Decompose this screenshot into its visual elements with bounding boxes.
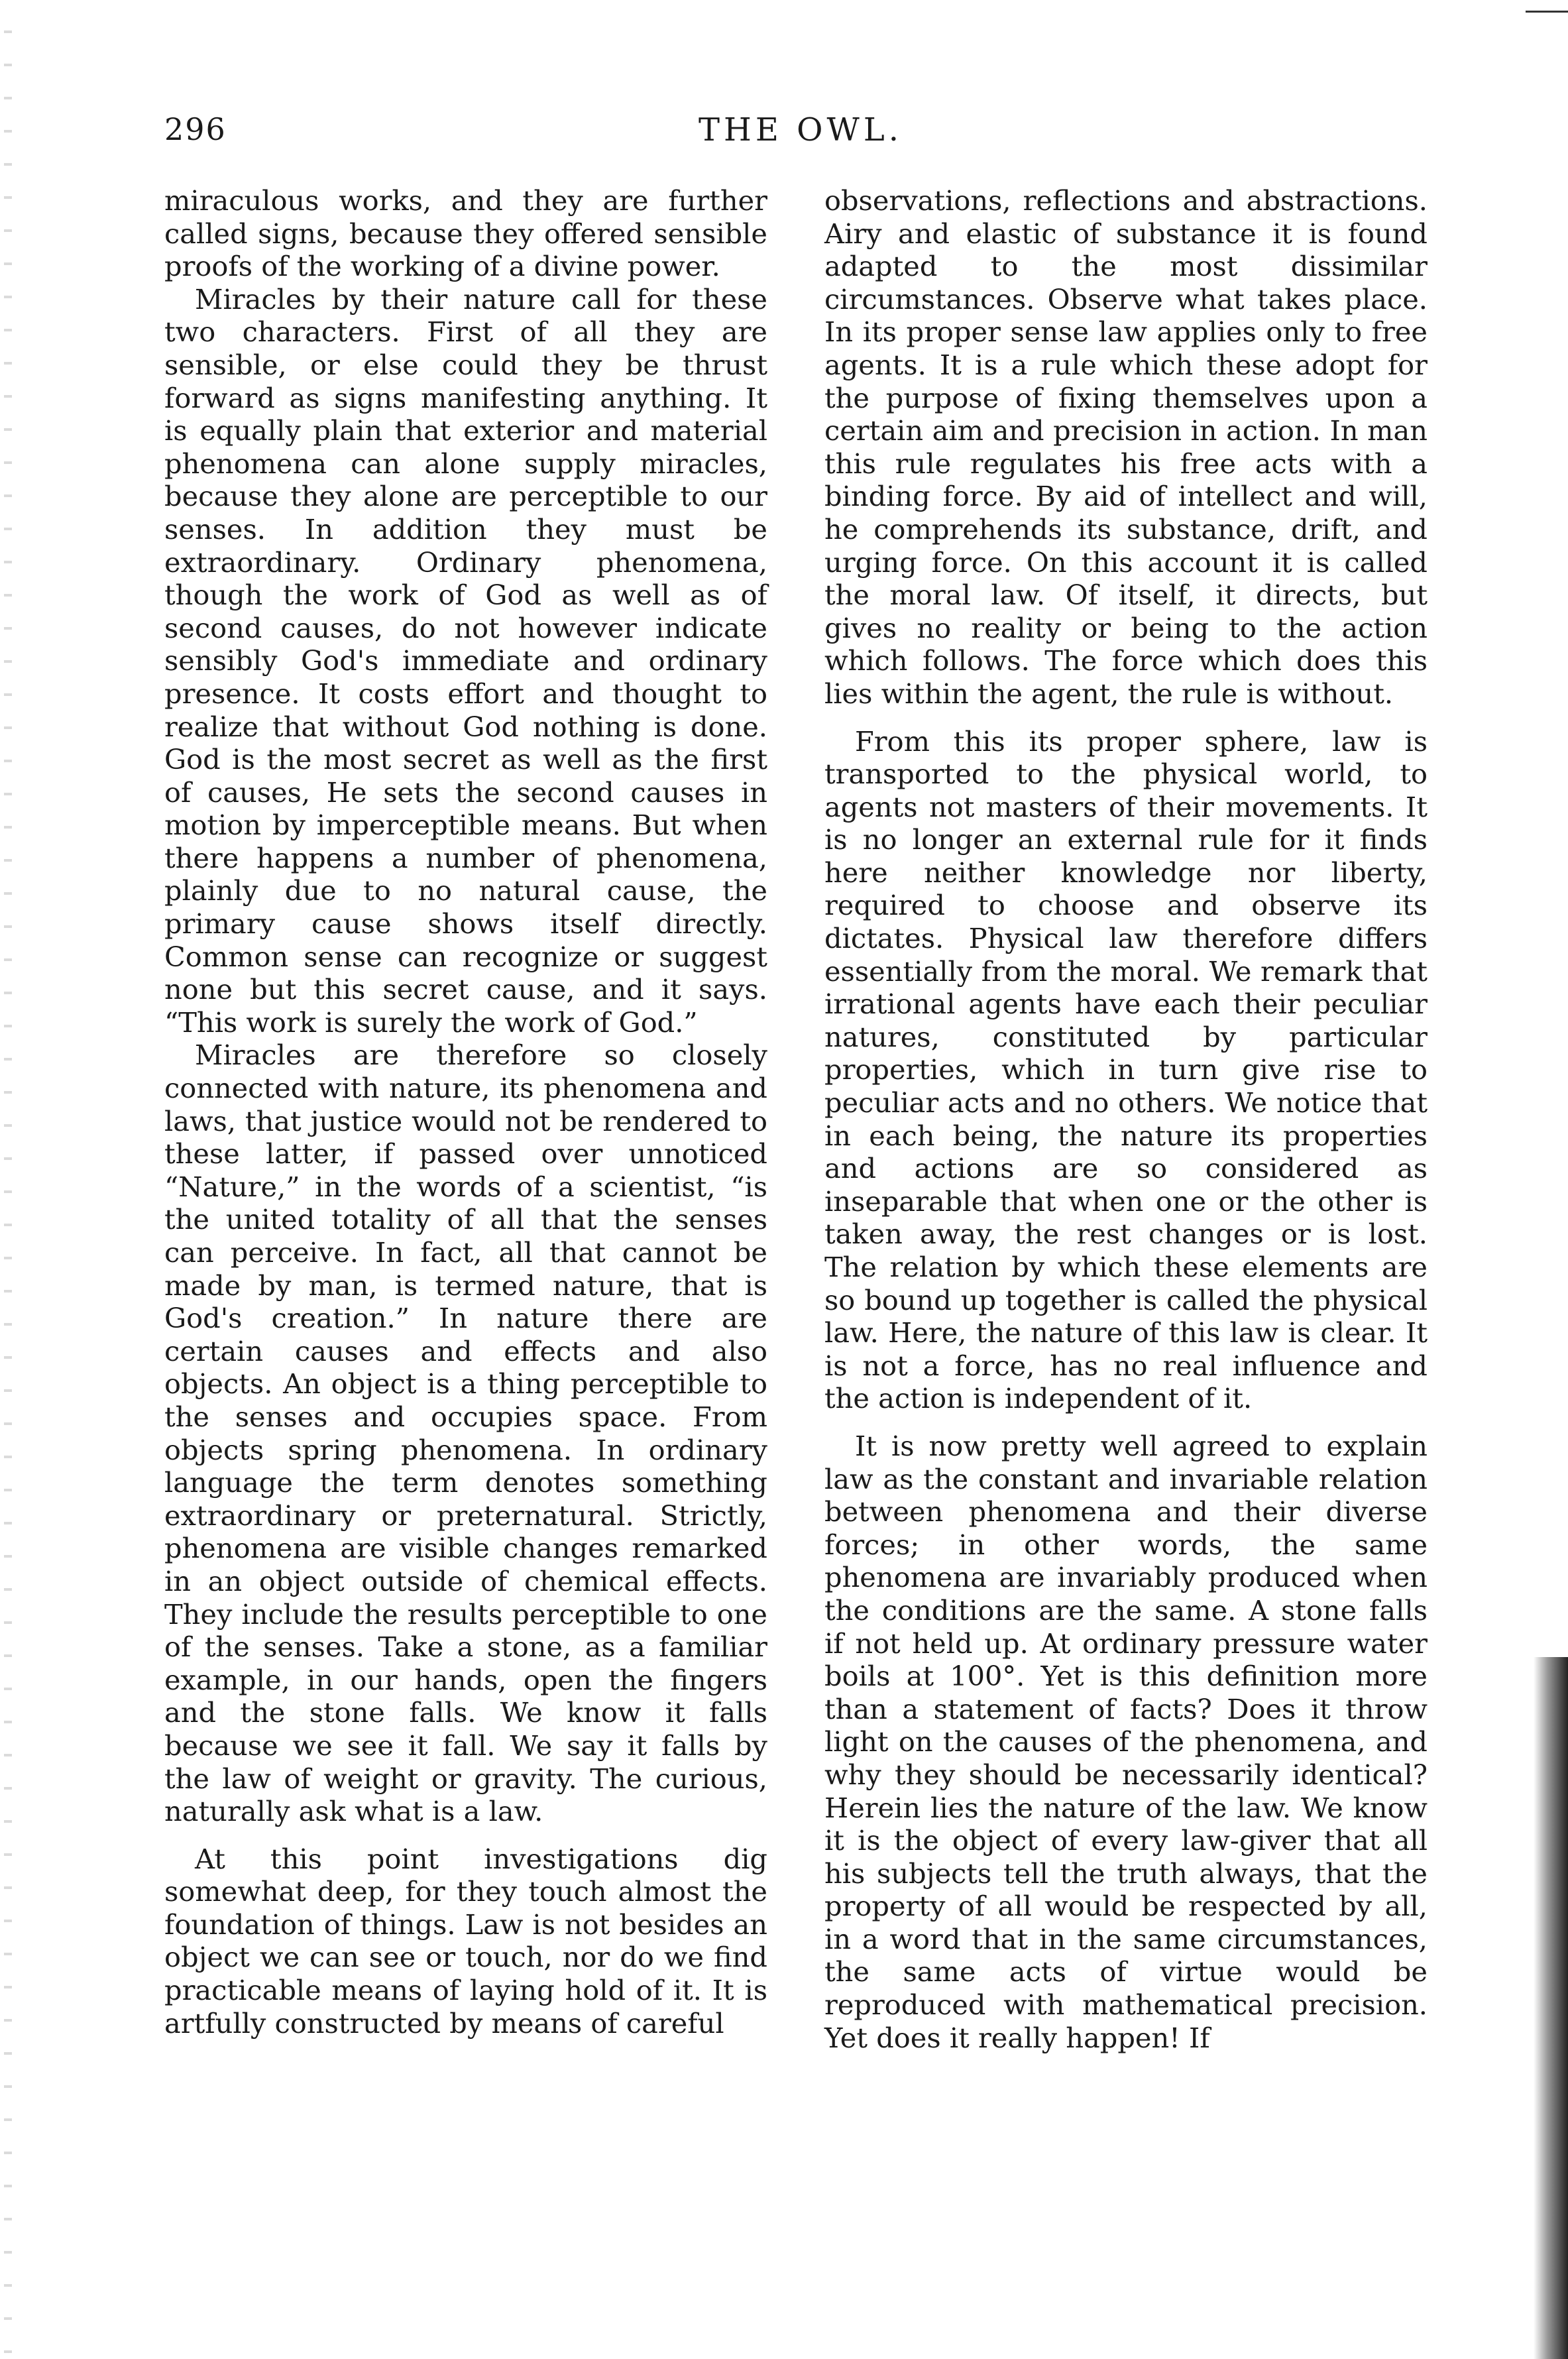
paragraph: At this point investigations dig somewhat deep, for they touch almost the foundation of things. Law is not besides an object we can see or touch, nor do we find practicable means of laying hold of it. It is artfully constructed by means of careful <box>164 1842 767 2040</box>
paragraph: Miracles by their nature call for these two characters. First of all they are sensible, or else could they be thrust forward as signs manifesting anything. It is equally plain that exterior and material phenomena can alone supply miracles, because they alone are perceptible to our senses. In addition they must be extraordinary. Ordinary phenomena, though the work of God as well as of second causes, do not however indicate sensibly God's immediate and ordinary presence. It costs effort and thought to realize that without God nothing is done. God is the most secret as well as the first of causes, He sets the second causes in motion by imperceptible means. But when there happens a number of phenomena, plainly due to no natural cause, the primary cause shows itself directly. Common sense can recognize or suggest none but this secret cause, and it says. “This work is surely the work of God.” <box>164 282 767 1039</box>
left-column <box>164 184 767 2173</box>
right-column <box>824 184 1428 2173</box>
paragraph: From this its proper sphere, law is transported to the physical world, to agents not masters of their movements. It is no longer an external rule for it finds here neither knowledge nor liberty, required to choose and observe its dictates. Physical law therefore differs essentially from the moral. We remark that irrational agents have each their peculiar natures, constituted by particular properties, which in turn give rise to peculiar acts and no others. We notice that in each being, the nature its properties and actions are so considered as inseparable that when one or the other is taken away, the rest changes or is lost. The relation by which these elements are so bound up together is called the physical law. Here, the nature of this law is clear. It is not a force, has no real influence and the action is independent of it. <box>824 724 1428 1415</box>
paragraph: Miracles are therefore so closely connected with nature, its phenomena and laws, that justice would not be rendered to these latter, if passed over unnoticed “Nature,” in the words of a scientist, “is the united totality of all that the senses can perceive. In fact, all that cannot be made by man, is termed nature, that is God's creation.” In nature there are certain causes and effects and also objects. An object is a thing perceptible to the senses and occupies space. From objects spring phenomena. In ordinary language the term denotes something extraordinary or preternatural. Strictly, phenomena are visible changes remarked in an object outside of chemical effects. They include the results perceptible to one of the senses. Take a stone, as a familiar example, in our hands, open the fingers and the stone falls. We know it falls because we see it fall. We say it falls by the law of weight or gravity. The curious, naturally ask what is a law. <box>164 1039 767 1828</box>
running-head <box>164 111 1437 164</box>
paragraph: It is now pretty well agreed to explain law as the constant and invariable relation between phenomena and their diverse forces; in other words, the same phenomena are invariably produced when the conditions are the same. A stone falls if not held up. At ordinary pressure water boils at 100°. Yet is this definition more than a statement of facts? Does it throw light on the causes of the phenomena, and why they should be necessarily identical? Herein lies the nature of the law. We know it is the object of every law-giver that all his subjects tell the truth always, that the property of all would be respected by all, in a word that in the same circumstances, the same acts of virtue would be reproduced with mathematical precision. Yet does it really happen! If <box>824 1429 1428 2054</box>
binding-shadow <box>1534 1657 1568 2359</box>
scan-edge-specks <box>4 0 12 2359</box>
page-number: 296 <box>164 111 227 147</box>
paragraph: miraculous works, and they are further called signs, because they offered sensible proofs of the working of a divine power. <box>164 184 767 283</box>
journal-title: THE OWL. <box>699 111 903 148</box>
paragraph: observations, reflections and abstractions. Airy and elastic of substance it is found adapted to the most dissimilar circumstances. Observe what takes place. In its proper sense law applies only to free agents. It is a rule which these adopt for the purpose of fixing themselves upon a certain aim and precision in action. In man this rule regulates his free acts with a binding force. By aid of intellect and will, he comprehends its substance, drift, and urging force. On this account it is called the moral law. Of itself, it directs, but gives no reality or being to the action which follows. The force which does this lies within the agent, the rule is without. <box>824 184 1428 710</box>
scan-edge-rule <box>1526 11 1568 13</box>
